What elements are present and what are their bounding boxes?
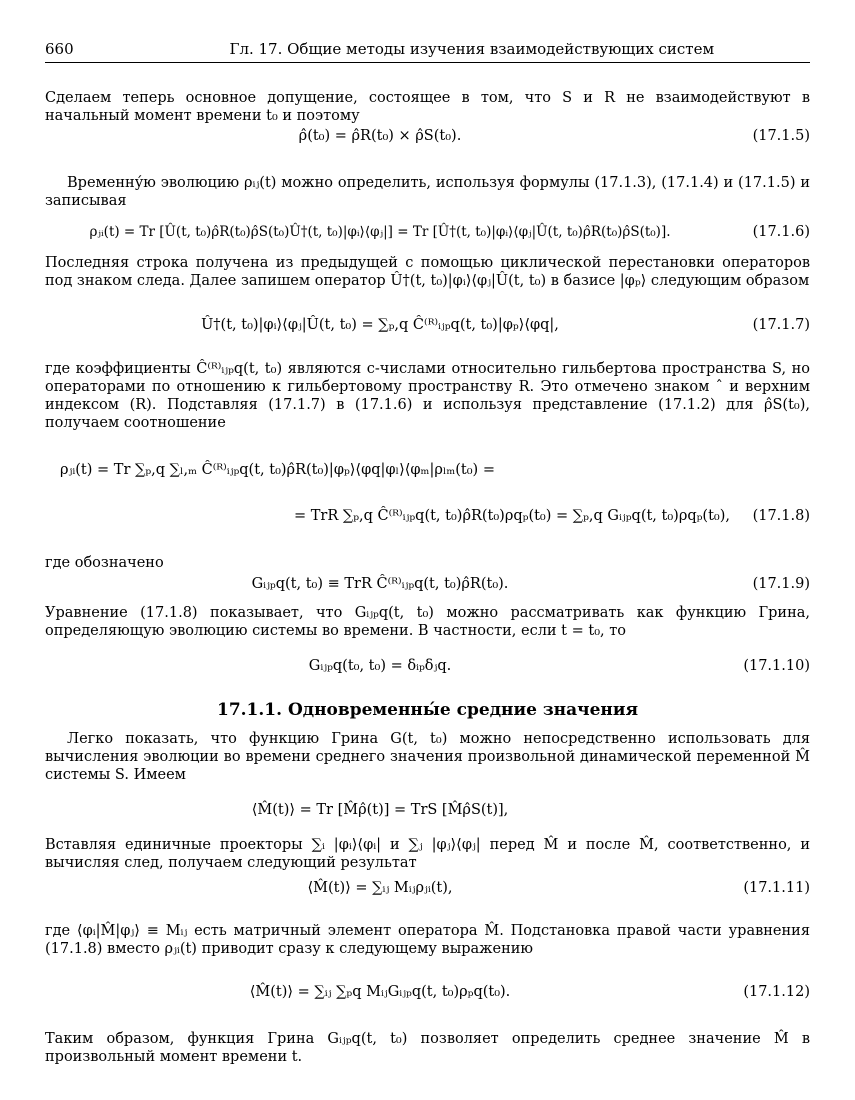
equation-number: (17.1.8) [752,508,810,524]
equation-body: Gᵢⱼₚq(t, t₀) ≡ TrR Ĉ⁽ᴿ⁾ᵢⱼₚq(t, t₀)ρ̂R(t₀). [251,576,509,592]
section-title: 17.1.1. Одновременны́е средние значения [216,700,638,720]
equation-17-1-11 [45,872,810,904]
chapter-title: Гл. 17. Общие методы изучения взаимодействующих систем [229,40,715,58]
equation-number: (17.1.12) [743,984,810,1000]
equation-number: (17.1.10) [743,658,810,674]
paragraph-10: Таким образом, функция Грина Gᵢⱼₚq(t, t₀) позволяет определить среднее значение M̂ в произвольный момент времени t. [45,1031,810,1065]
equation-mean-value [45,798,810,822]
equation-body: Gᵢⱼₚq(t₀, t₀) = δᵢₚδⱼq. [308,658,452,674]
equation-body: Û†(t, t₀)|φᵢ⟩⟨φⱼ|Û(t, t₀) = ∑ₚ,q Ĉ⁽ᴿ⁾ᵢⱼₚq(t, t₀)|φₚ⟩⟨φq|, [201,317,559,333]
paragraph-4: где коэффициенты Ĉ⁽ᴿ⁾ᵢⱼₚq(t, t₀) являются c-числами относительно гильбертова пространства S, но операторами по отношению к гильбертовому пространству R. Это отмечено знаком ˆ и верхним индексом (R). Подставляя (17.1.7) в (17.1.6) и используя представление (17.1.2) для ρ̂S(t₀), получаем соотношение [45,361,810,431]
equation-17-1-5 [45,124,810,148]
paragraph-8: Вставляя единичные проекторы ∑ᵢ |φᵢ⟩⟨φᵢ| и ∑ⱼ |φⱼ⟩⟨φⱼ| перед M̂ и после M̂, соответственно, и вычисляя след, получаем следующий результат [45,837,810,871]
equation-number: (17.1.5) [752,128,810,144]
paragraph-1: Сделаем теперь основное допущение, состоящее в том, что S и R не взаимодействуют в начальный момент времени t₀ и поэтому [45,90,810,124]
paragraph-3: Последняя строка получена из предыдущей с помощью циклической перестановки операторов под знаком следа. Далее запишем оператор Û†(t, t₀)|φᵢ⟩⟨φⱼ|Û(t, t₀) в базисе |φₚ⟩ следующим образом [45,255,810,289]
paragraph-7: Легко показать, что функцию Грина G(t, t₀) можно непосредственно использовать для вычисления эволюции во времени среднего значения произвольной динамической переменной M̂ системы S. Имеем [45,731,810,783]
equation-number: (17.1.9) [752,576,810,592]
equation-body: ρⱼᵢ(t) = Tr ∑ₚ,q ∑ₗ,ₘ Ĉ⁽ᴿ⁾ᵢⱼₚq(t, t₀)ρ̂R(t₀)|φₚ⟩⟨φq|φₗ⟩⟨φₘ|ρₗₘ(t₀) = [60,462,495,478]
equation-number: (17.1.7) [752,317,810,333]
page-number: 660 [45,40,74,58]
equation-body: ⟨M̂(t)⟩ = ∑ᵢⱼ Mᵢⱼρⱼᵢ(t), [307,880,453,896]
equation-17-1-7 [45,308,810,342]
equation-17-1-12 [45,976,810,1008]
equation-body: = TrR ∑ₚ,q Ĉ⁽ᴿ⁾ᵢⱼₚq(t, t₀)ρ̂R(t₀)ρqₚ(t₀) = ∑ₚ,q Gᵢⱼₚq(t, t₀)ρqₚ(t₀), [293,508,730,524]
paragraph-2: Временну́ю эволюцию ρᵢⱼ(t) можно определить, используя формулы (17.1.3), (17.1.4) и (17.1.5) и записывая [45,175,810,209]
equation-number: (17.1.6) [752,224,810,240]
paragraph-9: где ⟨φᵢ|M̂|φⱼ⟩ ≡ Mᵢⱼ есть матричный элемент оператора M̂. Подстановка правой части уравнения (17.1.8) вместо ρⱼᵢ(t) приводит сразу к следующему выражению [45,923,810,957]
equation-body: ρ̂(t₀) = ρ̂R(t₀) × ρ̂S(t₀). [298,128,462,144]
equation-17-1-10 [45,654,810,678]
equation-body: ⟨M̂(t)⟩ = Tr [M̂ρ̂(t)] = TrS [M̂ρ̂S(t)], [251,802,509,818]
page [45,40,810,1066]
equation-17-1-8-line-1 [45,454,810,486]
paragraph-5: где обозначено [45,555,164,571]
equation-17-1-8-line-2 [45,500,810,532]
equation-17-1-6 [45,220,810,244]
equation-body: ⟨M̂(t)⟩ = ∑ᵢⱼ ∑ₚq MᵢⱼGᵢⱼₚq(t, t₀)ρₚq(t₀). [249,984,511,1000]
paragraph-6: Уравнение (17.1.8) показывает, что Gᵢⱼₚq(t, t₀) можно рассматривать как функцию Грина, определяющую эволюцию системы во времени. В частности, если t = t₀, то [45,605,810,639]
equation-number: (17.1.11) [743,880,810,896]
equation-body: ρⱼᵢ(t) = Tr [Û(t, t₀)ρ̂R(t₀)ρ̂S(t₀)Û†(t, t₀)|φᵢ⟩⟨φⱼ|] = Tr [Û†(t, t₀)|φᵢ⟩⟨φⱼ|Û(t, t₀)ρ̂R(t₀)ρ̂S(t₀)]. [89,224,671,240]
equation-17-1-9 [45,572,810,596]
page-header [45,40,810,63]
